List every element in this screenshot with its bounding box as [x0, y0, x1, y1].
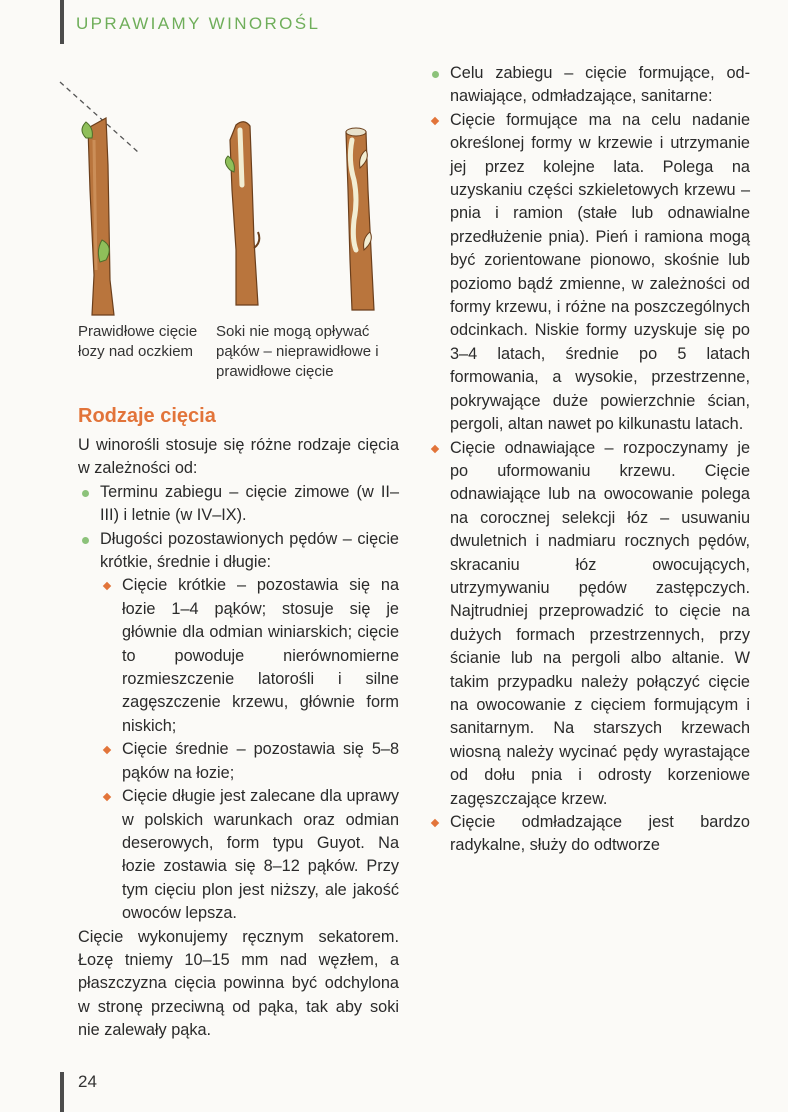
figure-caption-right: Soki nie mogą opływać pąków – nieprawidłowe i prawidłowe cięcie: [216, 323, 379, 380]
section-heading: Rodzaje cięcia: [78, 405, 216, 427]
bullet-diamond-icon: [103, 793, 111, 801]
bullet-diamond-icon: [103, 582, 111, 590]
bud-icon: [82, 122, 92, 138]
running-header: UPRAWIAMY WINOROŚL: [76, 14, 321, 33]
sub-bullet-list: [406, 109, 750, 858]
bullet-diamond-icon: [431, 117, 439, 125]
sub-list-item: [428, 437, 750, 812]
list-item-text: Cięcie odnawiające – rozpoczynamy je po uformowaniu krzewu. Cięcie odnawiające lub na owocowanie polega na corocznej selekcji łóz – usuwaniu dwuletnich i nadmiaru rocznych pędów, skracaniu łóz owocujących, utrzymywaniu pędów zastępczych. Najtrudniej przeprowadzić to cięcie na dużych formach przestrzennych, przy ścianie lub na pergoli albo altanie. W takim przypadku należy połączyć cięcie na owocowanie z cięciem formującym i sanitarnym. Na starszych krzewach wiosną należy wycinać pędy wyrastające od dołu pnia i odrosty korzeniowe zagęszczające krzew.: [450, 438, 750, 808]
pruning-illustration: [40, 70, 420, 320]
list-item: [78, 481, 399, 528]
list-item-text: Celu zabiegu – cięcie formujące, odnawiające, odmładzające, sanitarne:: [450, 64, 750, 106]
list-item-text: Cięcie odmładzające jest bardzo radykalne, służy do odtworze: [450, 813, 750, 855]
sub-list-item: [100, 738, 399, 785]
bullet-list: [78, 481, 399, 926]
sub-list-item: [100, 785, 399, 925]
bullet-diamond-icon: [103, 746, 111, 754]
sub-list-item: [428, 811, 750, 858]
list-item-text: Cięcie formujące ma na celu nadanie określonej formy w krzewie i utrzymanie jej przez kolejne lata. Polega na uzyskaniu części szkieletowych krzewu – pnia i ramion (stałe lub odnawialne przedłużenie pnia). Pień i ramiona mogą być zorientowane pionowo, skośnie lub poziomo bądź zmienne, w zależności od formy krzewu, i różne na poszczególnych odcinkach. Niskie formy uzyskuje się po 3–4 latach, średnie po 5 latach formowania, a wysokie, przestrzenne, pokrywające duże powierzchnie ścian, pergoli, altan nawet po kilkunastu latach.: [450, 110, 750, 434]
list-item-text: Terminu zabiegu – cięcie zimowe (w II–III) i letnie (w IV–IX).: [100, 482, 399, 525]
list-item-text: Cięcie długie jest zalecane dla uprawy w polskich warunkach oraz odmian deserowych, form typu Guyot. Na łozie zostawia się 8–12 pąków. Przy tym cięciu plon jest niższy, ale jakość owoców lepsza.: [122, 787, 399, 923]
bullet-diamond-icon: [431, 444, 439, 452]
bullet-dot-icon: [432, 71, 439, 78]
closing-paragraph: Cięcie wykonujemy ręcznym sekatorem. Łozę tniemy 10–15 mm nad węzłem, a płaszczyzna cięcia powinna być odchylona w stronę przeciwną od pąka, tak aby soki nie zalewały pąka.: [78, 927, 399, 1040]
page-number: 24: [78, 1072, 97, 1091]
list-item: [78, 528, 399, 575]
left-column: [78, 404, 399, 1043]
header-bar: [60, 0, 64, 44]
list-item-text: Cięcie średnie – pozostawia się 5–8 pąków na łozie;: [122, 740, 399, 782]
bullet-dot-icon: [82, 537, 89, 544]
cane-incorrect-cut: [225, 122, 259, 305]
bullet-list: [428, 62, 750, 109]
list-item: [428, 62, 750, 109]
sub-list-item: [100, 574, 399, 738]
cane-correct-cut: [82, 118, 114, 315]
cane-sap-flow: [346, 128, 374, 310]
intro-paragraph: U winorośli stosuje się różne rodzaje cięcia w zależności od:: [78, 436, 399, 478]
list-item-text: Długości pozostawionych pędów – cięcie krótkie, średnie i długie:: [100, 529, 399, 572]
bullet-dot-icon: [82, 490, 89, 497]
sub-list-item: [428, 109, 750, 437]
right-column: [428, 62, 750, 858]
list-item-text: Cięcie krótkie – pozostawia się na łozie 1–4 pąków; stosuje się je głównie dla odmian winiarskich; cięcie to powoduje nierównomierne rozmieszczenie latorośli i silne zagęszczenie krzewu, głównie form niskich;: [122, 576, 399, 735]
bullet-diamond-icon: [431, 819, 439, 827]
figure-caption-left: Prawidłowe cięcie łozy nad oczkiem: [78, 323, 198, 360]
footer-bar: [60, 1072, 64, 1112]
